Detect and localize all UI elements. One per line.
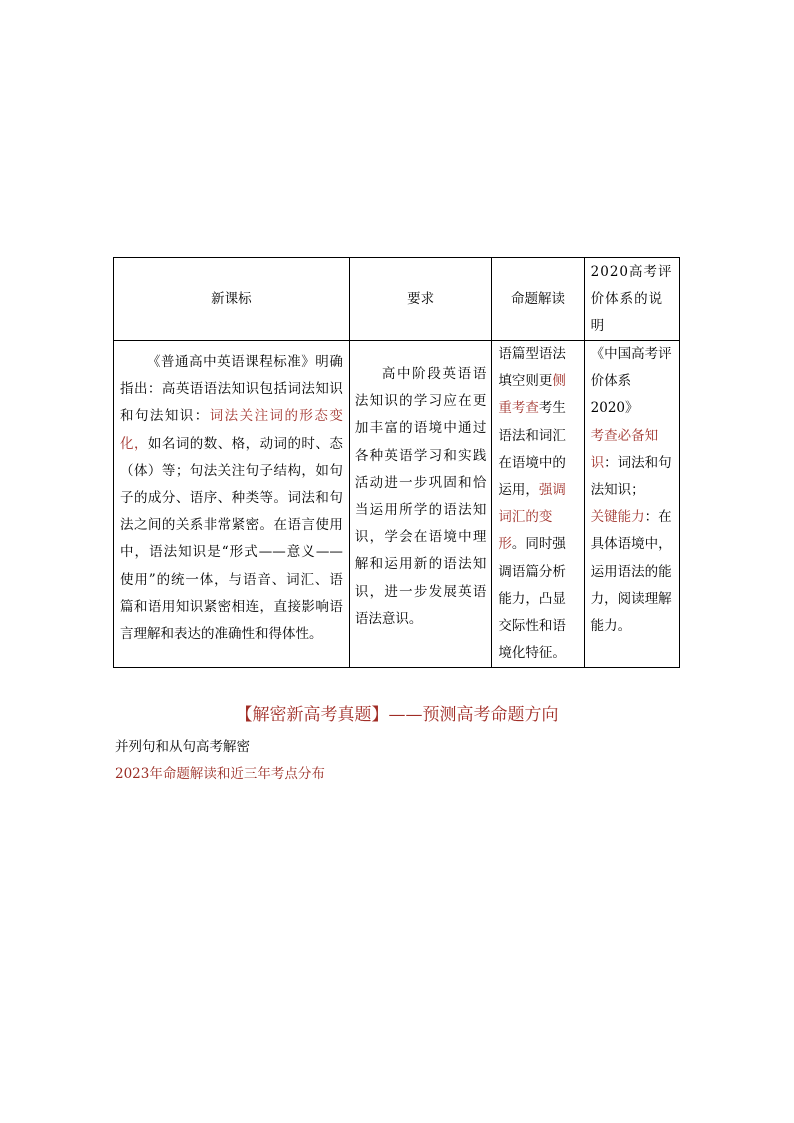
table-header-row <box>114 258 680 341</box>
evaluation-paragraph <box>591 341 673 640</box>
header-standard: 新课标 <box>114 258 350 341</box>
header-interpretation: 命题解读 <box>492 258 584 341</box>
header-evaluation: 2020高考评价体系的说明 <box>584 258 679 341</box>
topic-title: 并列句和从句高考解密 <box>115 739 250 755</box>
evaluation-cell <box>584 341 679 668</box>
interpretation-paragraph <box>498 341 577 667</box>
interpretation-highlight-1: 侧重考查 <box>498 373 566 417</box>
section-heading: 【解密新高考真题】——预测高考命题方向 <box>235 705 559 725</box>
topic-subtitle: 2023年命题解读和近三年考点分布 <box>115 766 325 782</box>
evaluation-text-2: ：词法和句法知识； <box>590 454 672 499</box>
standard-text-1: 《普通高中英语课程标准》明确指出：高英语语法知识包括词法知识和句法知识： <box>120 354 343 425</box>
evaluation-highlight-2: 关键能力 <box>590 509 645 526</box>
standard-text-2: 如名词的数、格，动词的时、态（体）等；句法关注句子结构，如句子的成分、语序、种类等。词法和句法之间的关系非常紧密。在语言使用中，语法知识是“形式——意义——使用”的统一体，与语音、词汇、语篇和语用知识紧密相连，直接影响语言理解和表达的准确性和得体性。 <box>120 435 343 643</box>
standard-highlight: 词法关注词的形态变化， <box>120 408 343 452</box>
table-row <box>114 341 680 668</box>
interpretation-highlight-2: 强调词汇的变形 <box>498 482 566 553</box>
header-requirement: 要求 <box>349 258 492 341</box>
standard-cell <box>114 341 350 668</box>
interpretation-text-2: 考生语法和词汇在语境中的运用， <box>498 400 566 499</box>
evaluation-highlight-1: 考查必备知识 <box>590 427 659 471</box>
evaluation-text-3: ：在具体语境中，运用语法的能力，阅读理解能力。 <box>590 509 672 635</box>
curriculum-table <box>113 257 680 668</box>
requirement-text: 高中阶段英语语法知识的学习应在更加丰富的语境中通过各种英语学习和实践活动进一步巩固和恰当运用所学的语法知识，学会在语境中理解和运用新的语法知识，进一步发展英语语法意识。 <box>354 366 487 627</box>
standard-paragraph <box>120 349 343 648</box>
interpretation-text-3: 。同时强调语篇分析能力，凸显交际性和语境化特征。 <box>498 536 566 662</box>
interpretation-cell <box>492 341 584 668</box>
requirement-cell <box>349 341 492 668</box>
interpretation-text-1: 语篇型语法填空则更 <box>498 346 566 390</box>
evaluation-text-1: 《中国高考评价体系2020》 <box>590 346 672 417</box>
